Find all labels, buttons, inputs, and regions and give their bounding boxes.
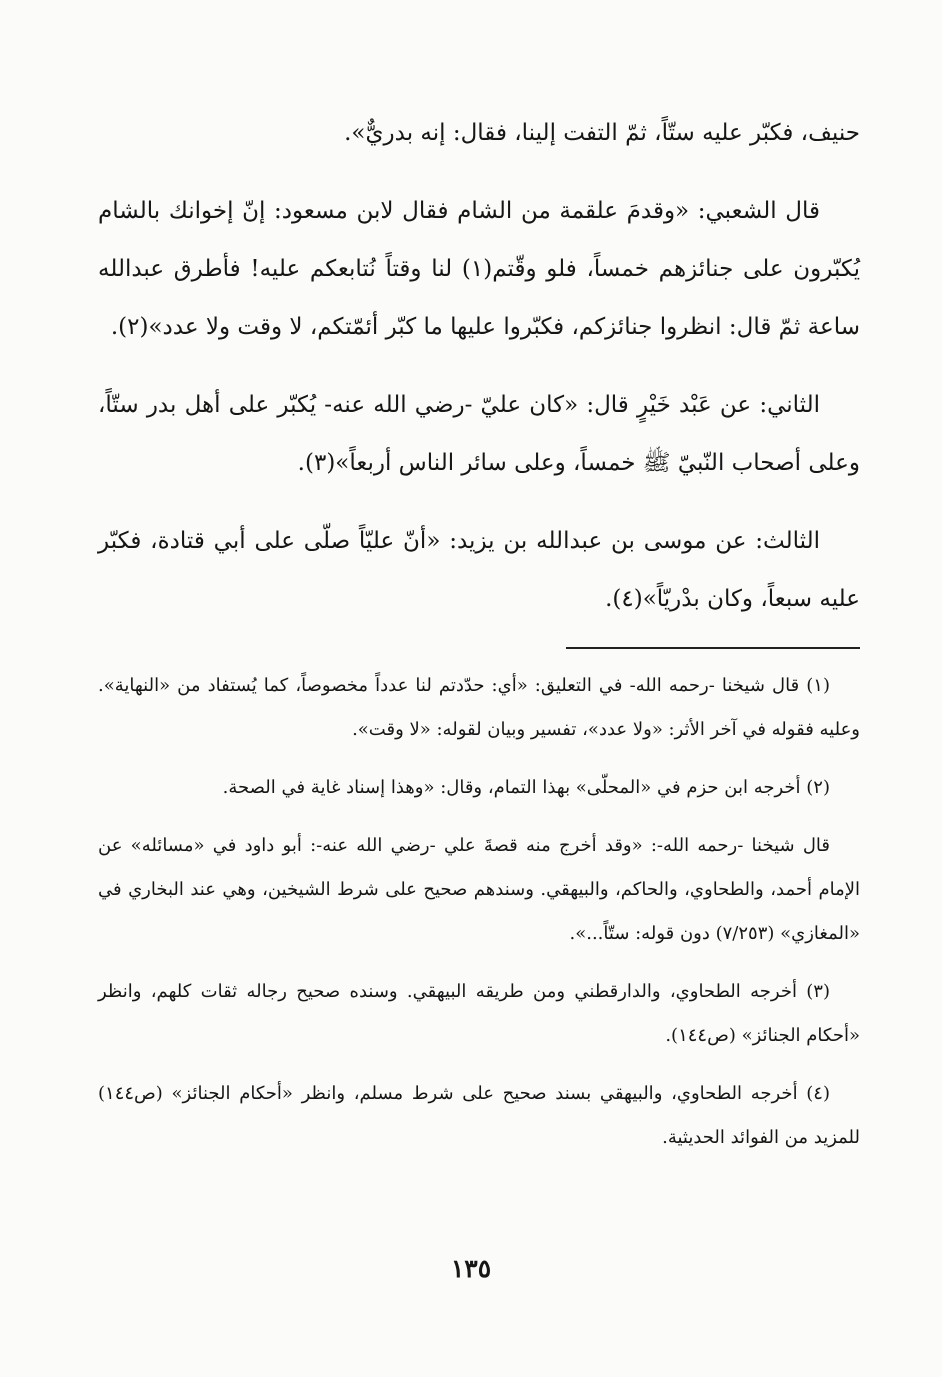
footnotes: [98, 664, 860, 1174]
paragraph-shabi: قال الشعبي: «وقدمَ علقمة من الشام فقال لابن مسعود: إنّ إخوانك بالشام يُكبّرون على جنائزهم خمساً، فلو وقّتم(١) لنا وقتاً نُتابعكم عليه! فأطرق عبدالله ساعة ثمّ قال: انظروا جنائزكم، فكبّروا عليها ما كبّر أئمّتكم، لا وقت ولا عدد»(٢).: [98, 198, 860, 340]
footnote-3: (٣) أخرجه الطحاوي، والدارقطني ومن طريقه البيهقي. وسنده صحيح رجاله ثقات كلهم، وانظر «أحكام الجنائز» (ص١٤٤).: [98, 981, 860, 1046]
paragraph-third: الثالث: عن موسى بن عبدالله بن يزيد: «أنّ عليّاً صلّى على أبي قتادة، فكبّر عليه سبعاً، وكان بدْريّاً»(٤).: [98, 528, 860, 612]
paragraph-second: الثاني: عن عَبْد خَيْرٍ قال: «كان عليّ -رضي الله عنه- يُكبّر على أهل بدر ستّاً، وعلى أصحاب النّبيّ ﷺ خمساً، وعلى سائر الناس أربعاً»(٣).: [98, 392, 860, 476]
footnote-2-continuation: قال شيخنا -رحمه الله-: «وقد أخرج منه قصةَ علي -رضي الله عنه-: أبو داود في «مسائله» عن الإمام أحمد، والطحاوي، والحاكم، والبيهقي. وسندهم صحيح على شرط الشيخين، وهي عند البخاري في «المغازي» (٧/٢٥٣) دون قوله: ستّاً...».: [98, 835, 860, 944]
footnote-2: (٢) أخرجه ابن حزم في «المحلّى» بهذا التمام، وقال: «وهذا إسناد غاية في الصحة.: [222, 777, 830, 798]
footnote-1: (١) قال شيخنا -رحمه الله- في التعليق: «أي: حدّدتم لنا عدداً مخصوصاً، كما يُستفاد من «النهاية». وعليه فقوله في آخر الأثر: «ولا عدد»، تفسير وبيان لقوله: «لا وقت».: [98, 675, 860, 740]
paragraph-continuation: حنيف، فكبّر عليه ستّاً، ثمّ التفت إلينا، فقال: إنه بدريٌّ».: [344, 120, 860, 146]
footnote-4: (٤) أخرجه الطحاوي، والبيهقي بسند صحيح على شرط مسلم، وانظر «أحكام الجنائز» (ص١٤٤) للمزيد من الفوائد الحديثية.: [98, 1083, 860, 1148]
page-number: ١٣٥: [450, 1254, 492, 1283]
main-text: [98, 104, 860, 648]
footnote-separator: [566, 647, 860, 649]
